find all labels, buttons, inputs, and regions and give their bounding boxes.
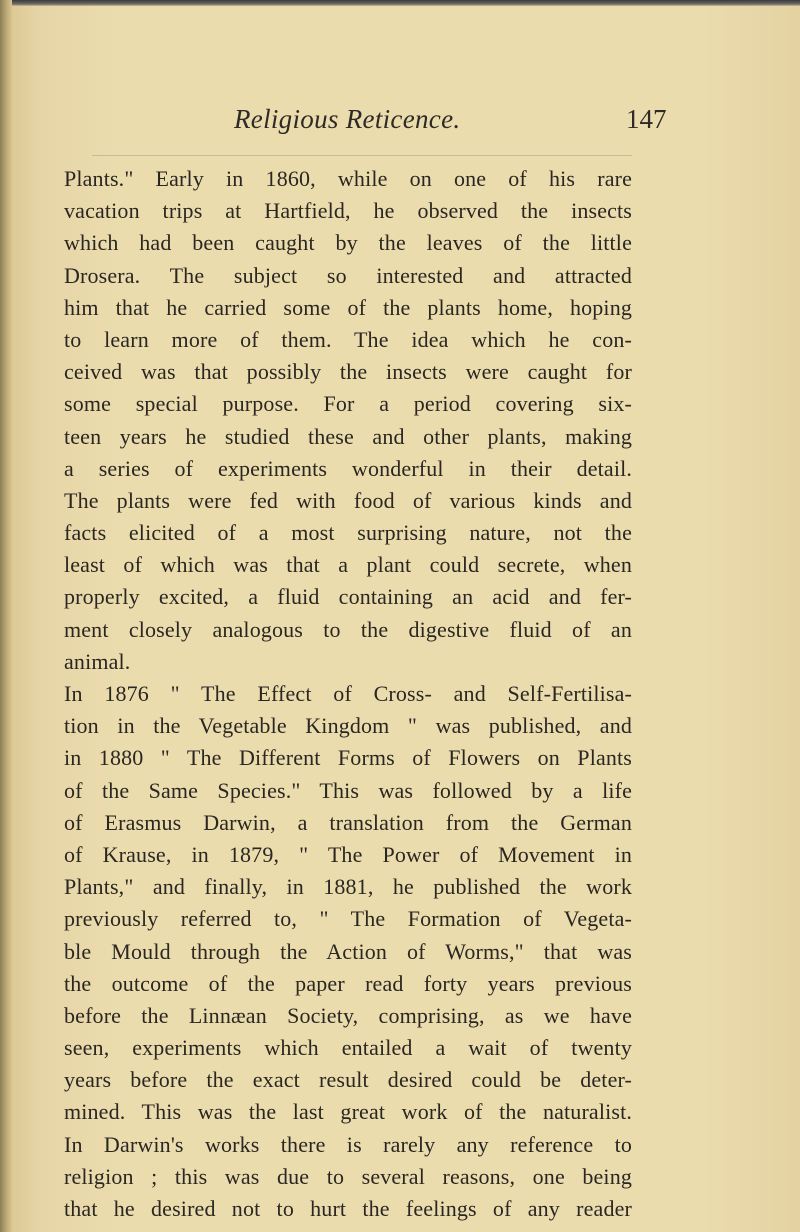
text-line: ment closely analogous to the digestive fluid of an xyxy=(64,616,632,642)
text-line: least of which was that a plant could secrete, when xyxy=(64,552,632,578)
paragraph-start-line: In 1876 " The Effect of Cross- and Self-Fertilisa- xyxy=(64,681,632,706)
text-line: teen years he studied these and other plants, making xyxy=(64,423,632,449)
text-line: Plants." Early in 1860, while on one of his rare xyxy=(64,166,632,191)
text-line: ble Mould through the Action of Worms," that was xyxy=(64,938,632,964)
text-line: a series of experiments wonderful in their detail. xyxy=(64,455,632,481)
text-line: that he desired not to hurt the feelings of any reader xyxy=(64,1196,632,1221)
page-gutter-edge xyxy=(0,0,12,1232)
text-line: vacation trips at Hartfield, he observed the insects xyxy=(64,198,632,224)
text-line: of Krause, in 1879, " The Power of Movement in xyxy=(64,841,632,867)
text-line: properly excited, a fluid containing an acid and fer- xyxy=(64,584,632,610)
text-line: previously referred to, " The Formation of Vegeta- xyxy=(64,906,632,932)
paragraph-start-line: In Darwin's works there is rarely any reference to xyxy=(64,1131,632,1157)
text-line: animal. xyxy=(64,648,131,674)
text-line: in 1880 " The Different Forms of Flowers on Plants xyxy=(64,745,632,771)
text-line: seen, experiments which entailed a wait of twenty xyxy=(64,1035,632,1061)
text-line: Drosera. The subject so interested and attracted xyxy=(64,262,632,288)
scan-top-edge xyxy=(0,0,800,6)
running-title: Religious Reticence. xyxy=(234,104,461,134)
text-line: which had been caught by the leaves of the little xyxy=(64,230,632,256)
text-line: facts elicited of a most surprising nature, not the xyxy=(64,520,632,546)
page-number: 147 xyxy=(626,104,667,134)
header-rule xyxy=(92,155,632,156)
text-line: mined. This was the last great work of the naturalist. xyxy=(64,1099,632,1125)
text-line: tion in the Vegetable Kingdom " was published, and xyxy=(64,713,632,739)
text-line: of Erasmus Darwin, a translation from the German xyxy=(64,809,632,835)
text-line: some special purpose. For a period covering six- xyxy=(64,391,632,417)
text-line: Plants," and finally, in 1881, he published the work xyxy=(64,874,632,900)
text-line: to learn more of them. The idea which he con- xyxy=(64,326,632,352)
running-head xyxy=(0,101,800,141)
text-line: him that he carried some of the plants home, hoping xyxy=(64,294,632,320)
text-line: ceived was that possibly the insects were caught for xyxy=(64,359,632,385)
text-line: the outcome of the paper read forty years previous xyxy=(64,970,632,996)
text-line: before the Linnæan Society, comprising, as we have xyxy=(64,1002,632,1028)
text-line: years before the exact result desired could be deter- xyxy=(64,1067,632,1093)
text-line: The plants were fed with food of various kinds and xyxy=(64,487,632,513)
text-line: of the Same Species." This was followed by a life xyxy=(64,777,632,803)
body-text xyxy=(64,163,632,1221)
text-line: religion ; this was due to several reasons, one being xyxy=(64,1163,632,1189)
